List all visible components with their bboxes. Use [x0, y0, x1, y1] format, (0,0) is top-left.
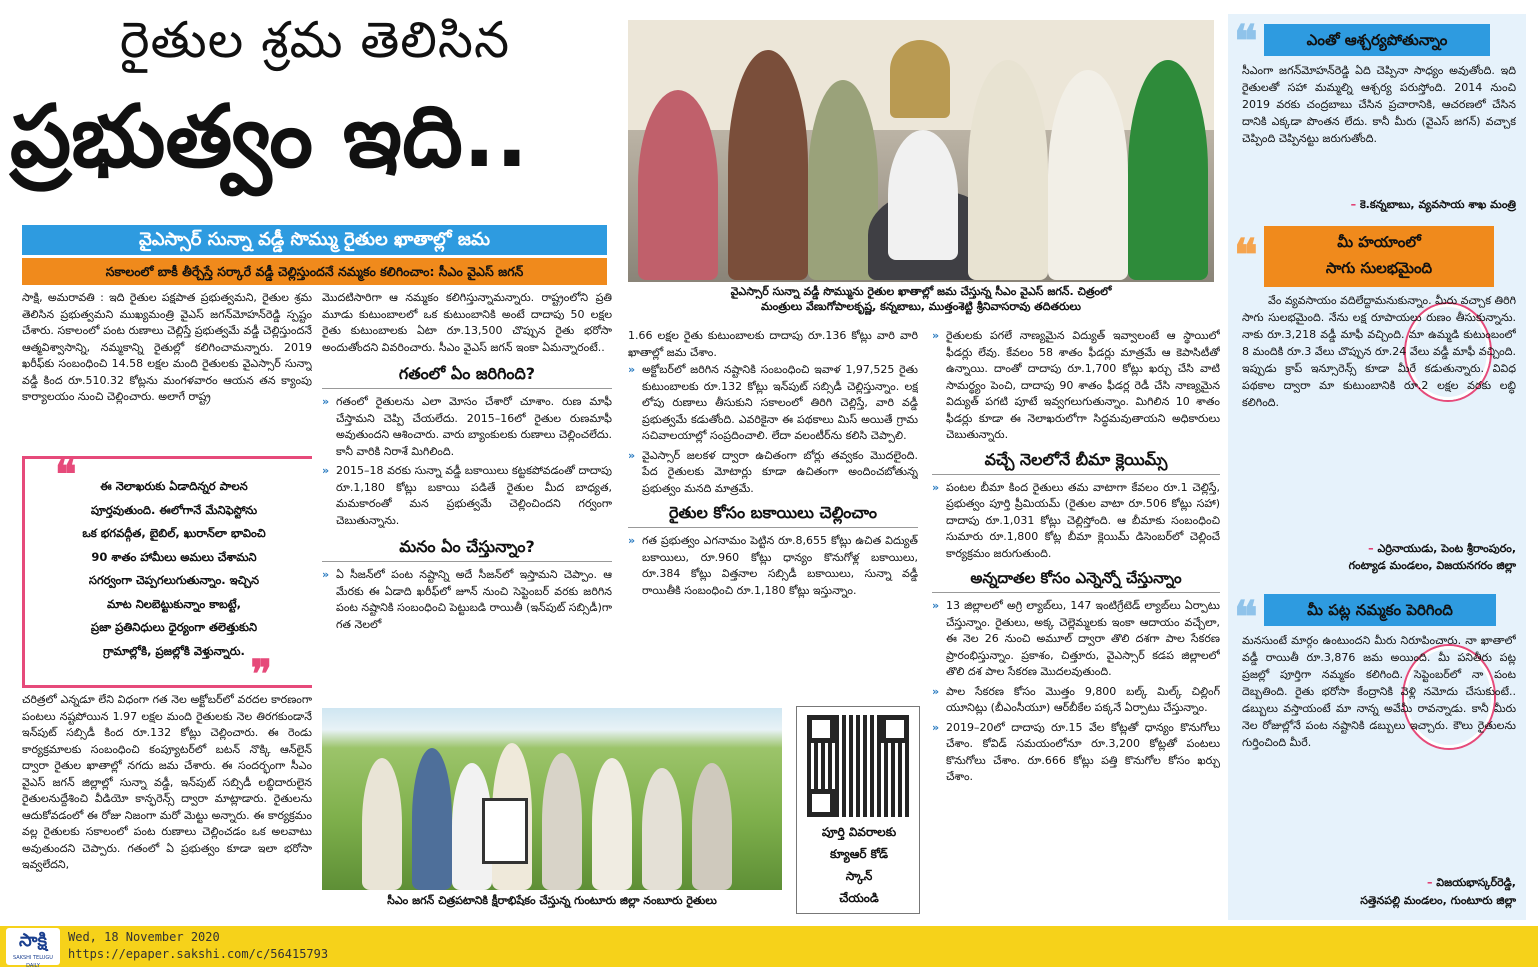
title-line: మీ హయాంలో [1337, 233, 1421, 251]
quote-line: పూర్తవుతుంది. ఈలోగానే మేనిఫెస్టోను [90, 502, 258, 517]
sig-role: వ్యవసాయ శాఖ మంత్రి [1418, 198, 1516, 211]
sig-place: సత్తెనపల్లి మండలం, గుంటూరు జిల్లా [1360, 894, 1516, 907]
logo-text: సాక్షి [19, 930, 47, 951]
qr-label-line: క్యూఆర్‌ కోడ్‌ [829, 847, 888, 861]
col4-bullet-1: » రైతులకు పగలే నాణ్యమైన విద్యుత్‌ ఇవ్వాలంటే ఆ స్థాయిలో ఫీడర్లు లేవు. కేవలం 58 శాతం ఫీడర్లు మాత్రమే ఆ కెపాసిటీతో ఉన్నాయి. దాంతో దాదాపు రూ.1,700 కోట్లు ఖర్చు చేసి వాటి సామర్థ్యం పెంచి, దాదాపు 90 శాతం ఫీడర్ల రెడీ చేసి నాణ్యమైన విద్యుత్‌ పగటి పూటే ఇవ్వగలుగుతున్నాం. మిగిలిన 10 శాతం ఫీడర్లు కూడా ఈ నెలాఖరులోగా సిద్ధమవుతాయని అధికారులు చెబుతున్నారు. [932, 328, 1220, 444]
qr-label-line: స్కాన్‌ [845, 869, 873, 883]
column-1-top [22, 290, 312, 450]
quote-close-icon: ❞ [250, 651, 272, 698]
quote-icon: ❝ [1234, 16, 1258, 67]
col3-bullet-2: » వైఎస్సార్‌ జలకళ ద్వారా ఉచితంగా బోర్లు తవ్వకం మొదలైంది. పేద రైతులకు మోటార్లు కూడా ఉచితంగా అందించబోతున్న ప్రభుత్వం మనది మాత్రమే. [628, 448, 918, 498]
col4-subhead-1: వచ్చే నెలలోనే బీమా క్లెయిమ్స్‌ [932, 448, 1220, 475]
qr-box [796, 706, 920, 914]
col3-bullet-3: » గత ప్రభుత్వం ఎగనామం పెట్టిన రూ.8,655 కోట్లు ఉచిత విద్యుత్‌ బకాయిలు, రూ.960 కోట్లు ధాన్యం కొనుగోళ్ల బకాయిలు, రూ.384 కోట్లు విత్తనాల సబ్సిడీ బకాయిలు, సున్నా వడ్డీ రాయితీకి సంబంధించి రూ.1,180 కోట్లు ఇస్తున్నాం. [628, 533, 918, 599]
sig-place: పెంట శ్రీరాంపురం, [1441, 542, 1516, 555]
column-1-bottom [22, 692, 312, 920]
quote-line: 90 శాతం హామీలు అమలు చేశామని [91, 549, 257, 564]
col4-bullet-2: » పంటల బీమా కింద రైతులు తమ వాటాగా కేవలం రూ.1 చెల్లిస్తే, ప్రభుత్వం పూర్తి ప్రీమియమ్‌ (రైతుల వాటా రూ.506 కోట్లు సహా) దాదాపు రూ.1,031 కోట్లు చెల్లిస్తోంది. ఆ బీమాకు సంబంధించి సుమారు రూ.1,800 కోట్ల బీమా క్లెయిమ్‌ డిసెంబర్‌లో చెల్లించే కార్యక్రమం జరుగుతుంది. [932, 480, 1220, 563]
sidebar-box2-title [1264, 226, 1494, 287]
col4-bullet-3: » 13 జిల్లాలలో అగ్రి ల్యాబ్‌లు, 147 ఇంటిగ్రేటెడ్‌ ల్యాబ్‌లు ఏర్పాటు చేస్తున్నాం. రైతులు, అక్క చెల్లెమ్మలకు ఇంకా ఆదాయం వచ్చేలా, ఈ నెల 26 నుంచి అమూల్‌ ద్వారా తొలి దశగా పాల సేకరణ ప్రారంభిస్తున్నాం. ప్రకాశం, చిత్తూరు, వైఎస్సార్‌ కడప జిల్లాలలో తొలి దశ పాల సేకరణ మొదలవుతుంది. [932, 598, 1220, 681]
portrait-frame [482, 798, 528, 864]
col3-paragraph-1: 1.66 లక్షల రైతు కుటుంబాలకు దాదాపు రూ.136 కోట్లు వారి వారి ఖాతాల్లో జమ చేశాం. [628, 329, 918, 359]
photo-cm-meeting-caption [628, 284, 1214, 318]
sig-name: ఎర్రినాయుడు, [1377, 542, 1438, 555]
col2-subhead-2: మనం ఏం చేస్తున్నాం? [322, 535, 612, 562]
sidebar-box1-signature: – కె.కన్నబాబు, వ్యవసాయ శాఖ మంత్రి [1350, 198, 1516, 211]
quote-icon: ❝ [1234, 592, 1258, 643]
col4-subhead-2: అన్నదాతల కోసం ఎన్నెన్నో చేస్తున్నాం [932, 566, 1220, 593]
sidebar-box1-text: సీఎంగా జగన్‌మోహన్‌రెడ్డి ఏది చెప్పినా సాధ్యం అవుతోంది. ఇది రైతులతో సహా మమ్మల్ని ఆశ్చర్య పరుస్తోంది. 2014 నుంచి 2019 వరకు చంద్రబాబు చేసిన ప్రచారానికి, ఆచరణలో చేసిన దానికి ఎక్కడా పొంతన లేదు. కానీ మీరు (వైఎస్‌ జగన్‌) వచ్చాక చెప్పింది చెప్పినట్టు జరుగుతోంది. [1242, 64, 1516, 145]
caption-text: సీఎం జగన్‌ చిత్రపటానికి క్షీరాభిషేకం చేస్తున్న గుంటూరు జిల్లా నంబూరు రైతులు [387, 894, 717, 907]
sidebar-box3-text: మనసుంటే మార్గం ఉంటుందని మీరు నిరూపించారు. నా ఖాతాలో వడ్డీ రాయితీ రూ.3,876 జమ అయింది. మీ పనితీరు పట్ల ప్రజల్లో పూర్తిగా నమ్మకం కలిగింది. సెప్టెంబర్‌లో నా పంట దెబ్బతింది. రైతు భరోసా కేంద్రానికి వెళ్లి నమోదు చేసుకుంటే.. డబ్బులు వస్తాయంటే మా నాన్న అవేమీ రావన్నాడు. కానీ మీరు నెల రోజుల్లోనే పంట నష్టానికి డబ్బులు ఇచ్చారు. కౌలు రైతులను గుర్తించింది మీరే. [1242, 634, 1516, 749]
pull-quote [22, 451, 312, 698]
quote-line: ప్రజా ప్రతినిధులు ధైర్యంగా తలెత్తుకుని [90, 620, 258, 634]
logo-sub: SAKSHI TELUGU DAILY [13, 955, 53, 969]
quote-line: మాట నిలబెట్టుకున్నాం కాబట్టే, [106, 596, 242, 611]
col1-paragraph-2: చరిత్రలో ఎన్నడూ లేని విధంగా గత నెల అక్టోబర్‌లో వరదల కారణంగా పంటలు నష్టపోయిన 1.97 లక్షల మంది రైతులకు నెల తిరగకుండానే ఇన్‌పుట్‌ సబ్సిడీ కింద రూ.132 కోట్లు చెల్లించారు. ఈ రెండు కార్యక్రమాలకు సంబంధించి కంప్యూటర్‌లో బటన్‌ నొక్కి ఆన్‌లైన్‌ ద్వారా రైతుల ఖాతాల్లో నగదు జమ చేశారు. ఈ సందర్భంగా సీఎం వైఎస్‌ జగన్‌ జిల్లాల్లో సున్నా వడ్డీ, ఇన్‌పుట్‌ సబ్సిడీ లబ్ధిదారులైన రైతులనుద్దేశించి వీడియో కాన్ఫరెన్స్‌ ద్వారా మాట్లాడారు. రైతులను ఆదుకోవడంలో ఈ రోజు నిజంగా మరో మెట్టు అన్నారు. ఈ కార్యక్రమం వల్ల రైతులకు సకాలంలో పంట రుణాలు చెల్లించడం ఒక అలవాటు అవుతుందని చెప్పారు. గతంలో ఏ ప్రభుత్వం కూడా ఇలా భరోసా ఇవ్వలేదని, [22, 693, 312, 871]
col2-bullet-1: » గతంలో రైతులను ఎలా మోసం చేశారో చూశాం. రుణ మాఫీ చేస్తామని చెప్పి చేయలేదు. 2015–16లో రైతుల రుణమాఫీ అవుతుందని ఆశించారు. వారు బ్యాంకులకు రుణాలు చెల్లించలేదు. కానీ వారికి నిరాశే మిగిలింది. [322, 394, 612, 460]
sidebar-box3-signature: – విజయభాస్కర్‌రెడ్డి, సత్తెనపల్లి మండలం, గుంటూరు జిల్లా [1242, 874, 1516, 910]
qr-label-line: చేయండి [839, 891, 879, 905]
title-line: సాగు సులభమైంది [1325, 259, 1433, 277]
col3-bullet-1: » అక్టోబర్‌లో జరిగిన నష్టానికి సంబంధించి ఇవాళ 1,97,525 రైతు కుటుంబాలకు రూ.132 కోట్లు ఇన్‌పుట్‌ సబ్సిడీ చెల్లిస్తున్నాం. లక్ష లోపు రుణాలు తీసుకుని సకాలంలో తిరిగి చెల్లిస్తే, వారి వడ్డీ ప్రభుత్వమే కడుతోంది. ఎవరికైనా ఈ పథకాలు మిస్‌ అయితే గ్రామ సచివాలయాల్లో సంప్రదించాలి. లేదా వలంటీర్‌ను కలిసి చెప్పాలి. [628, 362, 918, 445]
caption-line: మంత్రులు వేణుగోపాలకృష్ణ, కన్నబాబు, ముత్తంశెట్టి శ్రీనివాసరావు తదితరులు [761, 300, 1081, 313]
footer-bar [0, 926, 1538, 967]
col2-bullet-2: » 2015–18 వరకు సున్నా వడ్డీ బకాయిలు కట్టకపోవడంతో దాదాపు రూ.1,180 కోట్లు బకాయి పడితే రైతుల మీద బాధ్యత, మమకారంతో మన ప్రభుత్వమే చెల్లించిందని గర్వంగా చెబుతున్నాను. [322, 463, 612, 529]
sig-place: గంట్యాడ మండలం, విజయనగరం జిల్లా [1348, 559, 1516, 572]
sig-name: విజయభాస్కర్‌రెడ్డి, [1436, 876, 1516, 889]
quote-line: ఒక భగవద్గీత, బైబిల్‌, ఖురాన్‌లా భావించి [82, 526, 266, 540]
quote-open-icon: ❝ [55, 451, 77, 498]
photo-farmers [322, 708, 782, 890]
headline-line2: ప్రభుత్వం ఇది.. [10, 87, 529, 187]
deck-blue-text: వైఎస్సార్‌ సున్నా వడ్డీ సొమ్ము రైతుల ఖాతాల్లో జమ [138, 229, 491, 250]
qr-code-icon[interactable] [807, 715, 909, 817]
qr-label-line: పూర్తి వివరాలకు [821, 825, 897, 839]
emblem-icon [890, 40, 950, 118]
sidebar [1228, 14, 1526, 920]
col4-bullet-5: » 2019–20లో దాదాపు రూ.15 వేల కోట్లతో ధాన్యం కొనుగోలు చేశాం. కోవిడ్‌ సమయంలోనూ రూ.3,200 కోట్లతో పంటలు కొనుగోలు చేశాం. రూ.666 కోట్లు పత్తి కొనుగోల కోసం ఖర్చు చేశాం. [932, 720, 1220, 786]
deck-blue [22, 225, 607, 255]
column-4 [932, 328, 1220, 918]
headline [10, 8, 620, 218]
sidebar-box1-title: ఎంతో ఆశ్చర్యపోతున్నాం [1264, 24, 1490, 56]
quote-icon: ❝ [1234, 230, 1258, 281]
footer-date: Wed, 18 November 2020 [68, 930, 220, 944]
quote-line: ఈ నెలాఖరుకు ఏడాదిన్నర పాలన [100, 479, 248, 493]
deck-orange-text: సకాలంలో బాకీ తీర్చేస్తే సర్కారే వడ్డీ చెల్లిస్తుందనే నమ్మకం కలిగించాం: సీఎం వైఎస్‌ జగన్‌ [105, 264, 524, 279]
caption-line: వైఎస్సార్‌ సున్నా వడ్డీ సొమ్మును రైతుల ఖాతాల్లో జమ చేస్తున్న సీఎం వైఎస్‌ జగన్‌. చిత్రంలో [730, 285, 1112, 298]
headline-line1: రైతుల శ్రమ తెలిసిన [119, 11, 511, 69]
quote-line: సగర్వంగా చెప్పగలుగుతున్నాం. ఇచ్చిన [88, 573, 260, 587]
sig-name: కె.కన్నబాబు, [1359, 198, 1415, 211]
sidebar-box2-signature: – ఎర్రినాయుడు, పెంట శ్రీరాంపురం, గంట్యాడ మండలం, విజయనగరం జిల్లా [1242, 540, 1516, 574]
column-3 [628, 328, 918, 688]
col2-subhead-1: గతంలో ఏం జరిగింది? [322, 362, 612, 389]
col2-paragraph-1: మొదటిసారిగా ఆ నమ్మకం కలిగిస్తున్నామన్నారు. రాష్ట్రంలోని ప్రతి మూడు కుటుంబాలలో ఒక కుటుంబానికి అంటే దాదాపు 50 లక్షల రైతు కుటుంబాలకు ఏటా రూ.13,500 చొప్పున రైతు భరోసా అందుతోందని వివరించారు. సీఎం వైఎస్‌ జగన్‌ ఇంకా ఏమన్నారంటే.. [322, 291, 612, 354]
sidebar-box3-title: మీ పట్ల నమ్మకం పెరిగింది [1264, 594, 1496, 626]
photo-farmers-caption [322, 893, 782, 913]
sidebar-box2-text: వేం వ్యవసాయం వదిలేద్దామనుకున్నాం. మీరు వచ్చాక తిరిగి సాగు సులభమైంది. నేను లక్ష రూపాయలు రుణం తీసుకున్నాను. నాకు రూ.3,218 వడ్డీ మాఫీ వచ్చింది. మా ఉమ్మడి కుటుంబంలో 8 మందికి రూ.3 వేలు చొప్పున రూ.24 వేలు వడ్డీ మాఫీ వచ్చింది. ఇప్పుడు క్రాప్‌ ఇన్సూరెన్స్‌ కూడా మీరే కడుతున్నారు. వివిధ పథకాల ద్వారా మా కుటుంబానికి రూ.2 లక్షల వరకు లబ్ధి కలిగింది. [1242, 294, 1516, 409]
footer-url[interactable]: https://epaper.sakshi.com/c/56415793 [68, 947, 329, 961]
sakshi-logo [6, 928, 60, 969]
col4-bullet-4: » పాల సేకరణ కోసం మొత్తం 9,800 బల్క్‌ మిల్క్‌ చిల్లింగ్‌ యూనిట్లు (బీఎంసీయూ) ఆర్‌బీకేల పక్కనే ఏర్పాటు చేస్తున్నాం. [932, 684, 1220, 717]
photo-cm-meeting [628, 20, 1214, 282]
column-2 [322, 290, 612, 690]
col2-bullet-3: » ఏ సీజన్‌లో పంట నష్టాన్ని అదే సీజన్‌లో ఇస్తామని చెప్పాం. ఆ మేరకు ఈ ఏడాది ఖరీఫ్‌లో జూన్‌ నుంచి సెప్టెంబర్‌ వరకు జరిగిన పంట నష్టానికి సంబంధించి పెట్టుబడి రాయితీ (ఇన్‌పుట్‌ సబ్సిడీ)గా గత నెలలో [322, 567, 612, 633]
col3-subhead-1: రైతుల కోసం బకాయిలు చెల్లించాం [628, 501, 918, 528]
deck-orange [22, 258, 607, 285]
quote-line: గ్రామాల్లోకి, ప్రజల్లోకి వెళ్తున్నారు. [103, 643, 245, 658]
col1-paragraph-1: సాక్షి, అమరావతి : ఇది రైతుల పక్షపాత ప్రభుత్వమని, రైతుల శ్రమ తెలిసిన ప్రభుత్వమని ముఖ్యమంత్రి వైఎస్‌ జగన్‌మోహన్‌రెడ్డి స్పష్టం చేశారు. సకాలంలో పంట రుణాలు చెల్లిస్తే ప్రభుత్వమే వడ్డీ చెల్లిస్తుందనే ఆత్మవిశ్వాసాన్ని, నమ్మకాన్ని రైతుల్లో కలిగించామన్నారు. 2019 ఖరీఫ్‌కు సంబంధించి 14.58 లక్షల మంది రైతులకు వైఎస్సార్‌ సున్నా వడ్డీ కింద రూ.510.32 కోట్లను మంగళవారం ఆయన తన క్యాంపు కార్యాలయం నుంచి చెల్లించారు. అలాగే రాష్ట్ర [22, 291, 312, 403]
